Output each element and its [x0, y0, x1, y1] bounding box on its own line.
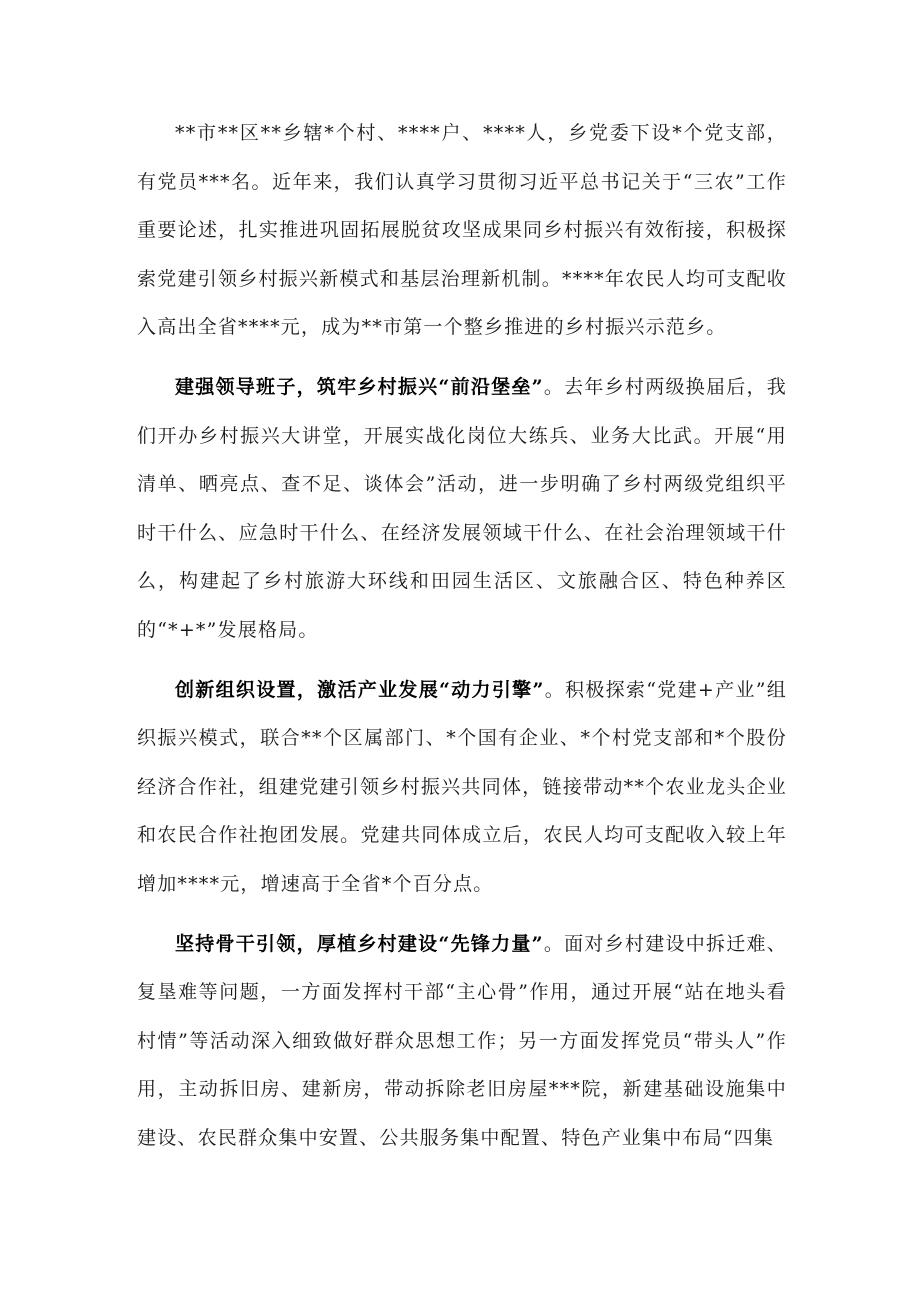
organization-paragraph [137, 666, 787, 909]
paragraph-text: 。去年乡村两级换届后，我们开办乡村振兴大讲堂，开展实战化岗位大练兵、业务大比武。开展“用清单、晒亮点、查不足、谈体会”活动，进一步明确了乡村两级党组织平时干什么、应急时干什么、在经济发展领域干什么、在社会治理领域干什么，构建起了乡村旅游大环线和田园生活区、文旅融合区、特色种养区的“*+*”发展格局。 [137, 375, 787, 641]
leadership-paragraph [137, 363, 787, 655]
backbone-paragraph [137, 920, 787, 1163]
paragraph-text: 。积极探索“党建+产业”组织振兴模式，联合**个区属部门、*个国有企业、*个村党支部和*个股份经济合作社，组建党建引领乡村振兴共同体，链接带动**个农业龙头企业和农民合作社抱团发展。党建共同体成立后，农民人均可支配收入较上年增加****元，增速高于全省*个百分点。 [137, 678, 787, 895]
intro-paragraph [137, 109, 787, 352]
paragraph-heading: 建强领导班子，筑牢乡村振兴“前沿堡垒” [175, 375, 544, 398]
paragraph-heading: 坚持骨干引领，厚植乡村建设“先锋力量” [175, 932, 544, 955]
paragraph-text: 。面对乡村建设中拆迁难、复垦难等问题，一方面发挥村干部“主心骨”作用，通过开展“站在地头看村情”等活动深入细致做好群众思想工作；另一方面发挥党员“带头人”作用，主动拆旧房、建新房，带动拆除老旧房屋***院，新建基础设施集中建设、农民群众集中安置、公共服务集中配置、特色产业集中布局“四集 [137, 932, 787, 1149]
paragraph-text: **市**区**乡辖*个村、****户、****人，乡党委下设*个党支部，有党员***名。近年来，我们认真学习贯彻习近平总书记关于“三农”工作重要论述，扎实推进巩固拓展脱贫攻坚成果同乡村振兴有效衔接，积极探索党建引领乡村振兴新模式和基层治理新机制。****年农民人均可支配收入高出全省****元，成为**市第一个整乡推进的乡村振兴示范乡。 [137, 122, 787, 339]
paragraph-heading: 创新组织设置，激活产业发展“动力引擎” [175, 678, 545, 701]
document-body [137, 109, 787, 1162]
